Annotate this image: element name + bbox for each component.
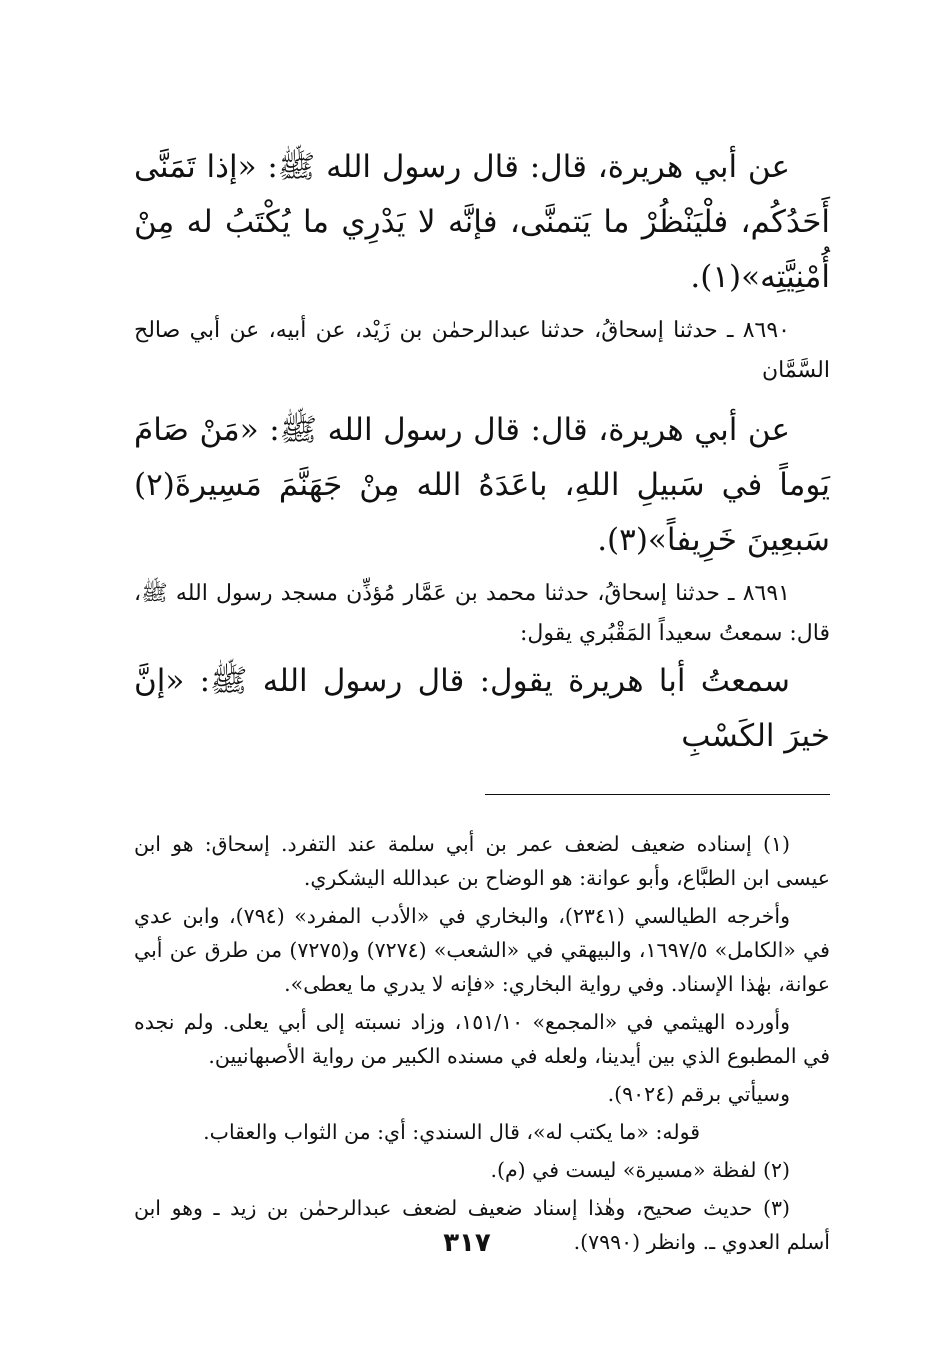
footnote-3: (٣) حديث صحيح، وهٰذا إسناد ضعيف لضعف عبدالرحمٰن بن زيد ـ وهو ابن أسلم العدوي ـ. وانظر (٧٩٩٠).: [134, 1196, 830, 1254]
footnote-separator-wrap: [134, 794, 830, 795]
hadith-8690-matn: عن أبي هريرة، قال: قال رسول الله ﷺ: «مَنْ صَامَ يَوماً في سَبيلِ اللهِ، باعَدَهُ الله مِنْ جَهَنَّمَ مَسِيرةَ(٢) سَبعِينَ خَرِيفاً»(٣).: [134, 412, 830, 558]
isnad-8691: ٨٦٩١ ـ حدثنا إسحاقُ، حدثنا محمد بن عَمَّار مُؤذِّن مسجد رسول الله ﷺ، قال: سمعتُ سعيداً المَقْبُري يقول:: [134, 581, 830, 646]
footnote-1-see-also: وسيأتي برقم (٩٠٢٤).: [607, 1082, 790, 1106]
page-number: ٣١٧: [443, 1228, 491, 1258]
footnote-1-sindi: قوله: «ما يكتب له»، قال السندي: أي: من الثواب والعقاب.: [203, 1120, 700, 1144]
footnote-1-takhrij: وأخرجه الطيالسي (٢٣٤١)، والبخاري في «الأدب المفرد» (٧٩٤)، وابن عدي في «الكامل» ١٦٩٧/٥، والبيهقي في «الشعب» (٧٢٧٤) و(٧٢٧٥) من طرق عن أبي عوانة، بهٰذا الإسناد. وفي رواية البخاري: «فإنه لا يدري ما يعطى».: [134, 904, 830, 996]
footnote-2: (٢) لفظة «مسيرة» ليست في (م).: [490, 1158, 790, 1182]
hadith-8689-continuation: عن أبي هريرة، قال: قال رسول الله ﷺ: «إذا تَمَنَّى أَحَدُكُم، فلْيَنْظُرْ ما يَتمنَّى، فإنَّه لا يَدْرِي ما يُكْتَبُ له مِنْ أُمْنِيَّتِه»(١).: [134, 149, 830, 295]
isnad-8690: ٨٦٩٠ ـ حدثنا إسحاقُ، حدثنا عبدالرحمٰن بن زَيْد، عن أبيه، عن أبي صالح السَّمَّان: [134, 318, 830, 383]
main-text: [134, 140, 830, 764]
footnotes: [134, 827, 830, 1259]
footnote-1: (١) إسناده ضعيف لضعف عمر بن أبي سلمة عند التفرد. إسحاق: هو ابن عيسى ابن الطبَّاع، وأبو عوانة: هو الوضاح بن عبدالله اليشكري.: [134, 832, 830, 890]
book-page: [134, 140, 830, 1366]
hadith-8691-start: سمعتُ أبا هريرة يقول: قال رسول الله ﷺ: «إنَّ خيرَ الكَسْبِ: [134, 663, 830, 754]
footnote-1-haythami: وأورده الهيثمي في «المجمع» ١٥١/١٠، وزاد نسبته إلى أبي يعلى. ولم نجده في المطبوع الذي بين أيدينا، ولعله في مسنده الكبير من رواية الأصبهانيين.: [134, 1010, 830, 1068]
footnote-separator: [485, 794, 830, 795]
